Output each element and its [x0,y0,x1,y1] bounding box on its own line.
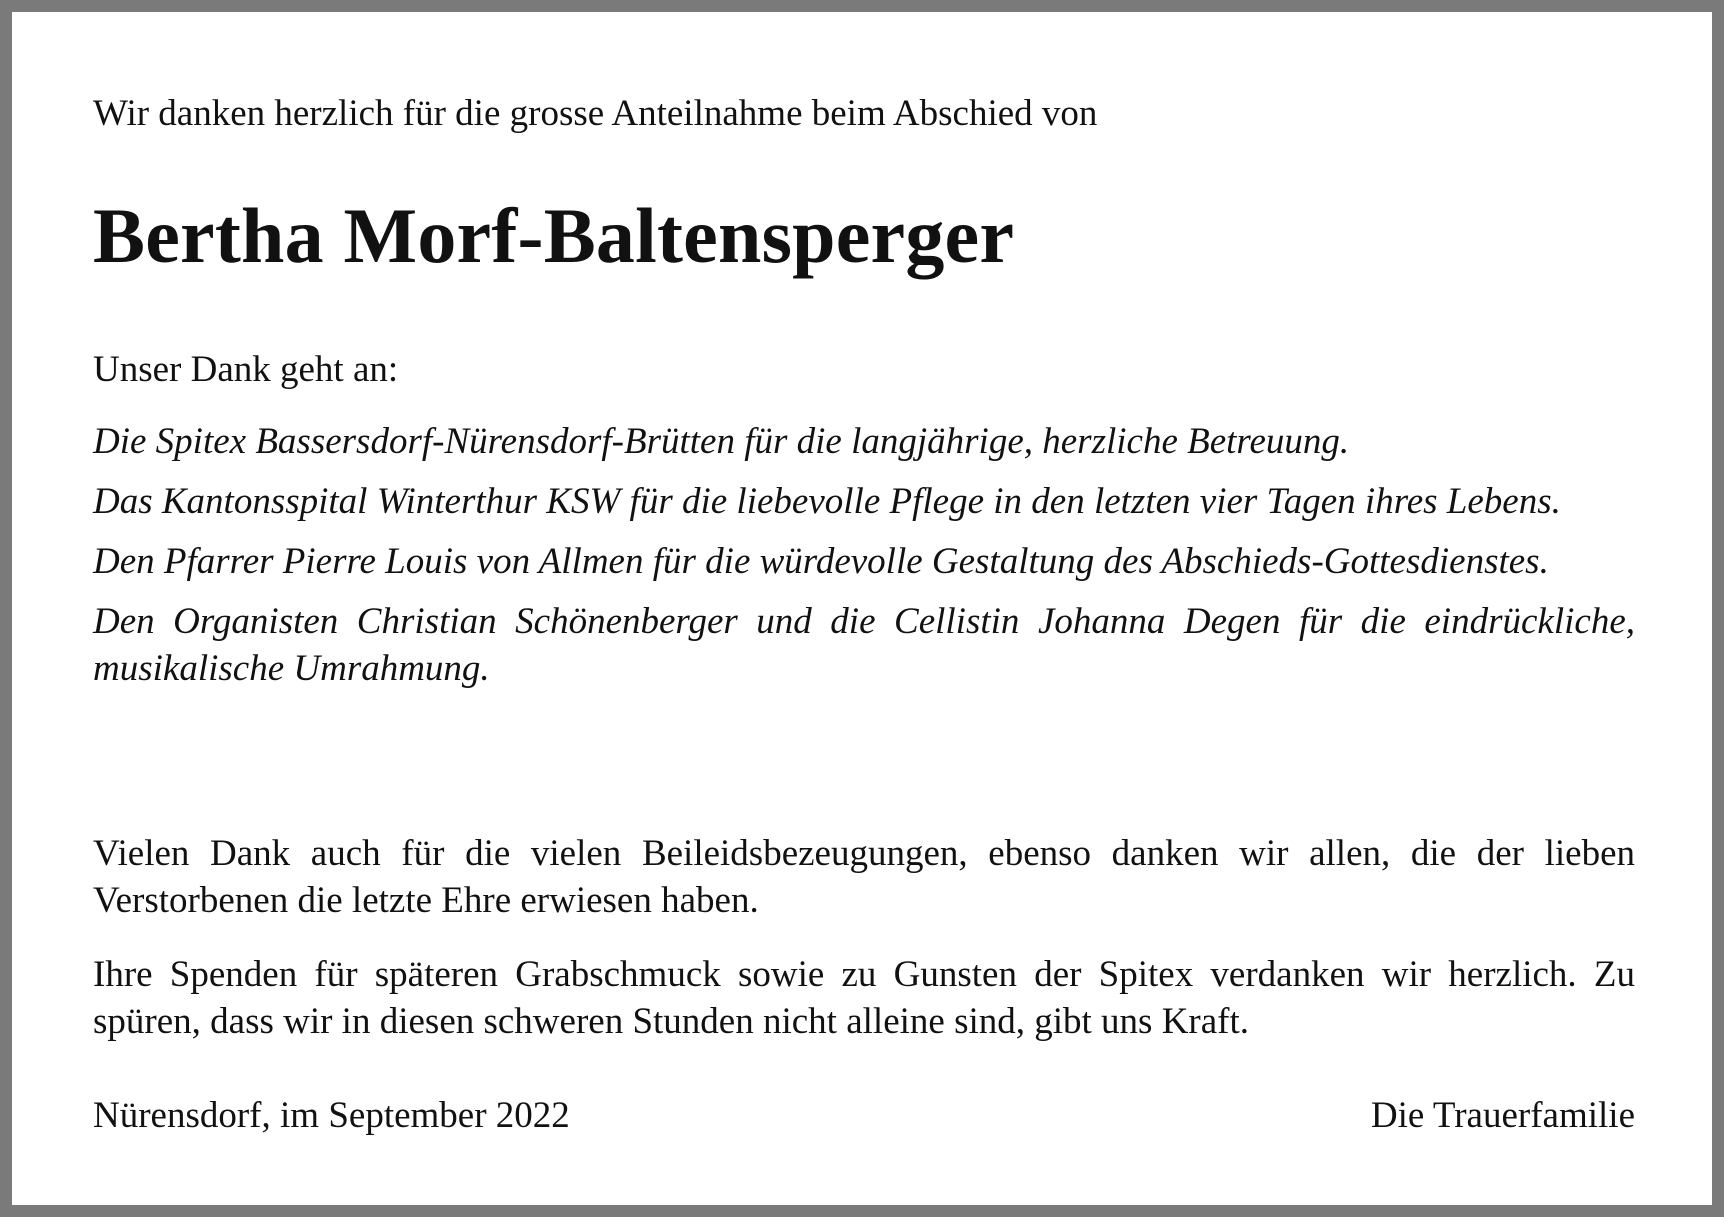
deceased-name: Bertha Morf-Baltensperger [93,192,1015,279]
thanks-list [93,418,1635,705]
notice-footer [93,1092,1635,1139]
signature: Die Trauerfamilie [1370,1095,1635,1136]
thanks-heading: Unser Dank geht an: [93,349,399,390]
thanks-item-musicians: Den Organisten Christian Schönenberger und die Cellistin Johanna Degen für die eindrückliche, musikalische Umrahmung. [93,601,1635,689]
place-date: Nürensdorf, im September 2022 [93,1095,570,1136]
donations-paragraph: Ihre Spenden für späteren Grabschmuck sowie zu Gunsten der Spitex verdanken wir herzlich. Zu spüren, dass wir in diesen schweren Stunden nicht alleine sind, gibt uns Kraft. [93,954,1635,1042]
thanks-item-pastor: Den Pfarrer Pierre Louis von Allmen für die würdevolle Gestaltung des Abschieds-Gottesdienstes. [93,541,1549,582]
notice-page [12,12,1712,1205]
thanks-item-hospital: Das Kantonsspital Winterthur KSW für die liebevolle Pflege in den letzten vier Tagen ihres Lebens. [93,481,1561,522]
condolences-paragraph: Vielen Dank auch für die vielen Beileidsbezeugungen, ebenso danken wir allen, die der lieben Verstorbenen die letzte Ehre erwiesen haben. [93,833,1635,921]
intro-line: Wir danken herzlich für die grosse Anteilnahme beim Abschied von [93,93,1098,134]
thanks-item-spitex: Die Spitex Bassersdorf-Nürensdorf-Brütten für die langjährige, herzliche Betreuung. [93,421,1350,462]
